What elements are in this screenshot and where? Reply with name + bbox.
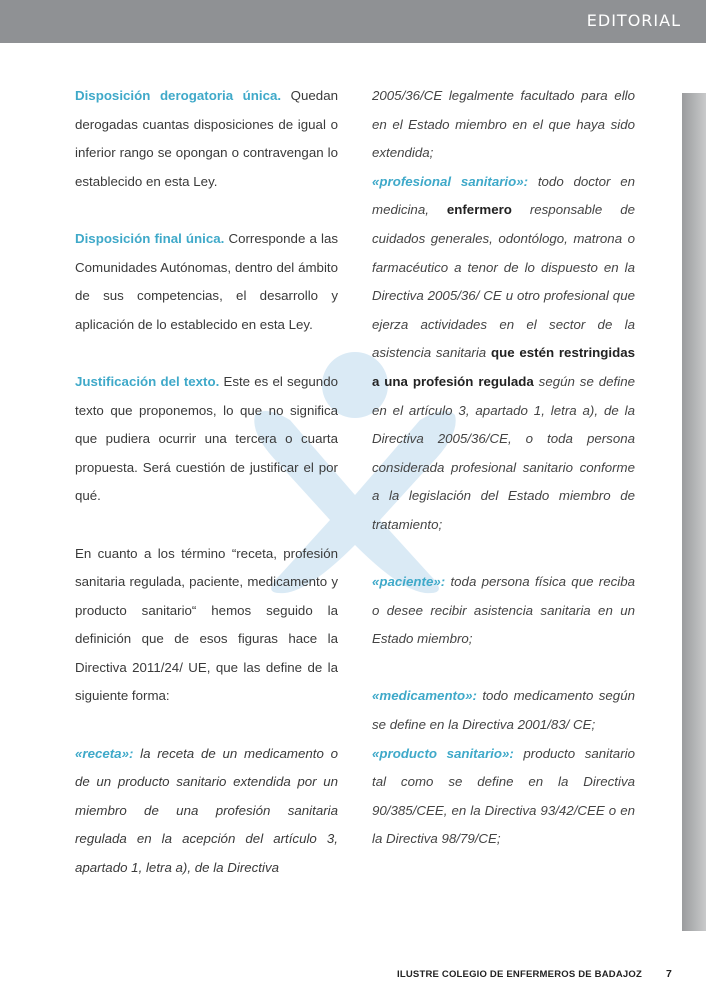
paragraph-disposicion-final: Disposición final única. Corresponde a las Comunidades Autónomas, dentro del ámbito de sus competencias, el desarrollo y aplicación de lo establecido en esta Ley. [75, 230, 338, 332]
footer-text: ILUSTRE COLEGIO DE ENFERMEROS DE BADAJOZ [397, 969, 642, 980]
paragraph-receta-cont: 2005/36/CE legalmente facultado para ello en el Estado miembro en el que haya sido extendida; [372, 88, 635, 161]
paragraph-receta: «receta»: la receta de un medicamento o de un producto sanitario extendida por un miembro de una profesión sanitaria regulada en la acepción del artículo 3, apartado 1, letra a), de la Directiva [75, 745, 338, 876]
right-column [372, 82, 635, 854]
paragraph-producto-sanitario: «producto sanitario»: producto sanitario tal como se define en la Directiva 90/385/CEE, en la Directiva 93/42/CEE o en la Directiva 98/79/CE; [372, 745, 635, 847]
header-bar [0, 0, 706, 43]
page-number: 7 [666, 968, 672, 980]
paragraph-disposicion-derogatoria: Disposición derogatoria única. Quedan derogadas cuantas disposiciones de igual o inferior rango se opongan o contravengan lo establecido en esta Ley. [75, 88, 338, 189]
paragraph-medicamento: «medicamento»: todo medicamento según se define en la Directiva 2001/83/ CE; [372, 688, 635, 733]
paragraph-paciente: «paciente»: toda persona física que reciba o desee recibir asistencia sanitaria en un Estado miembro; [372, 574, 635, 647]
section-title: EDITORIAL [586, 11, 681, 30]
left-column [75, 82, 338, 883]
paragraph-terminos: En cuanto a los término “receta, profesión sanitaria regulada, paciente, medicamento y producto sanitario“ hemos seguido la definición que de esos figuras hace la Directiva 2011/24/ UE, que las define de la siguiente forma: [75, 545, 338, 704]
side-strip [682, 93, 706, 931]
paragraph-profesional-sanitario: «profesional sanitario»: todo doctor en medicina, enfermero responsable de cuidados generales, odontólogo, matrona o farmacéutico a tenor de lo dispuesto en la Directiva 2005/36/ CE u otro profesional que ejerza actividades en el sector de la asistencia sanitaria que estén restringidas a una profesión regulada según se define en el artículo 3, apartado 1, letra a), de la Directiva 2005/36/CE, o toda persona considerada profesional sanitario conforme a la legislación del Estado miembro de tratamiento; [372, 173, 636, 532]
paragraph-justificacion: Justificación del texto. Este es el segundo texto que proponemos, lo que no significa que pudiera ocurrir una tercera o cuarta propuesta. Será cuestión de justificar el por qué. [75, 373, 338, 504]
